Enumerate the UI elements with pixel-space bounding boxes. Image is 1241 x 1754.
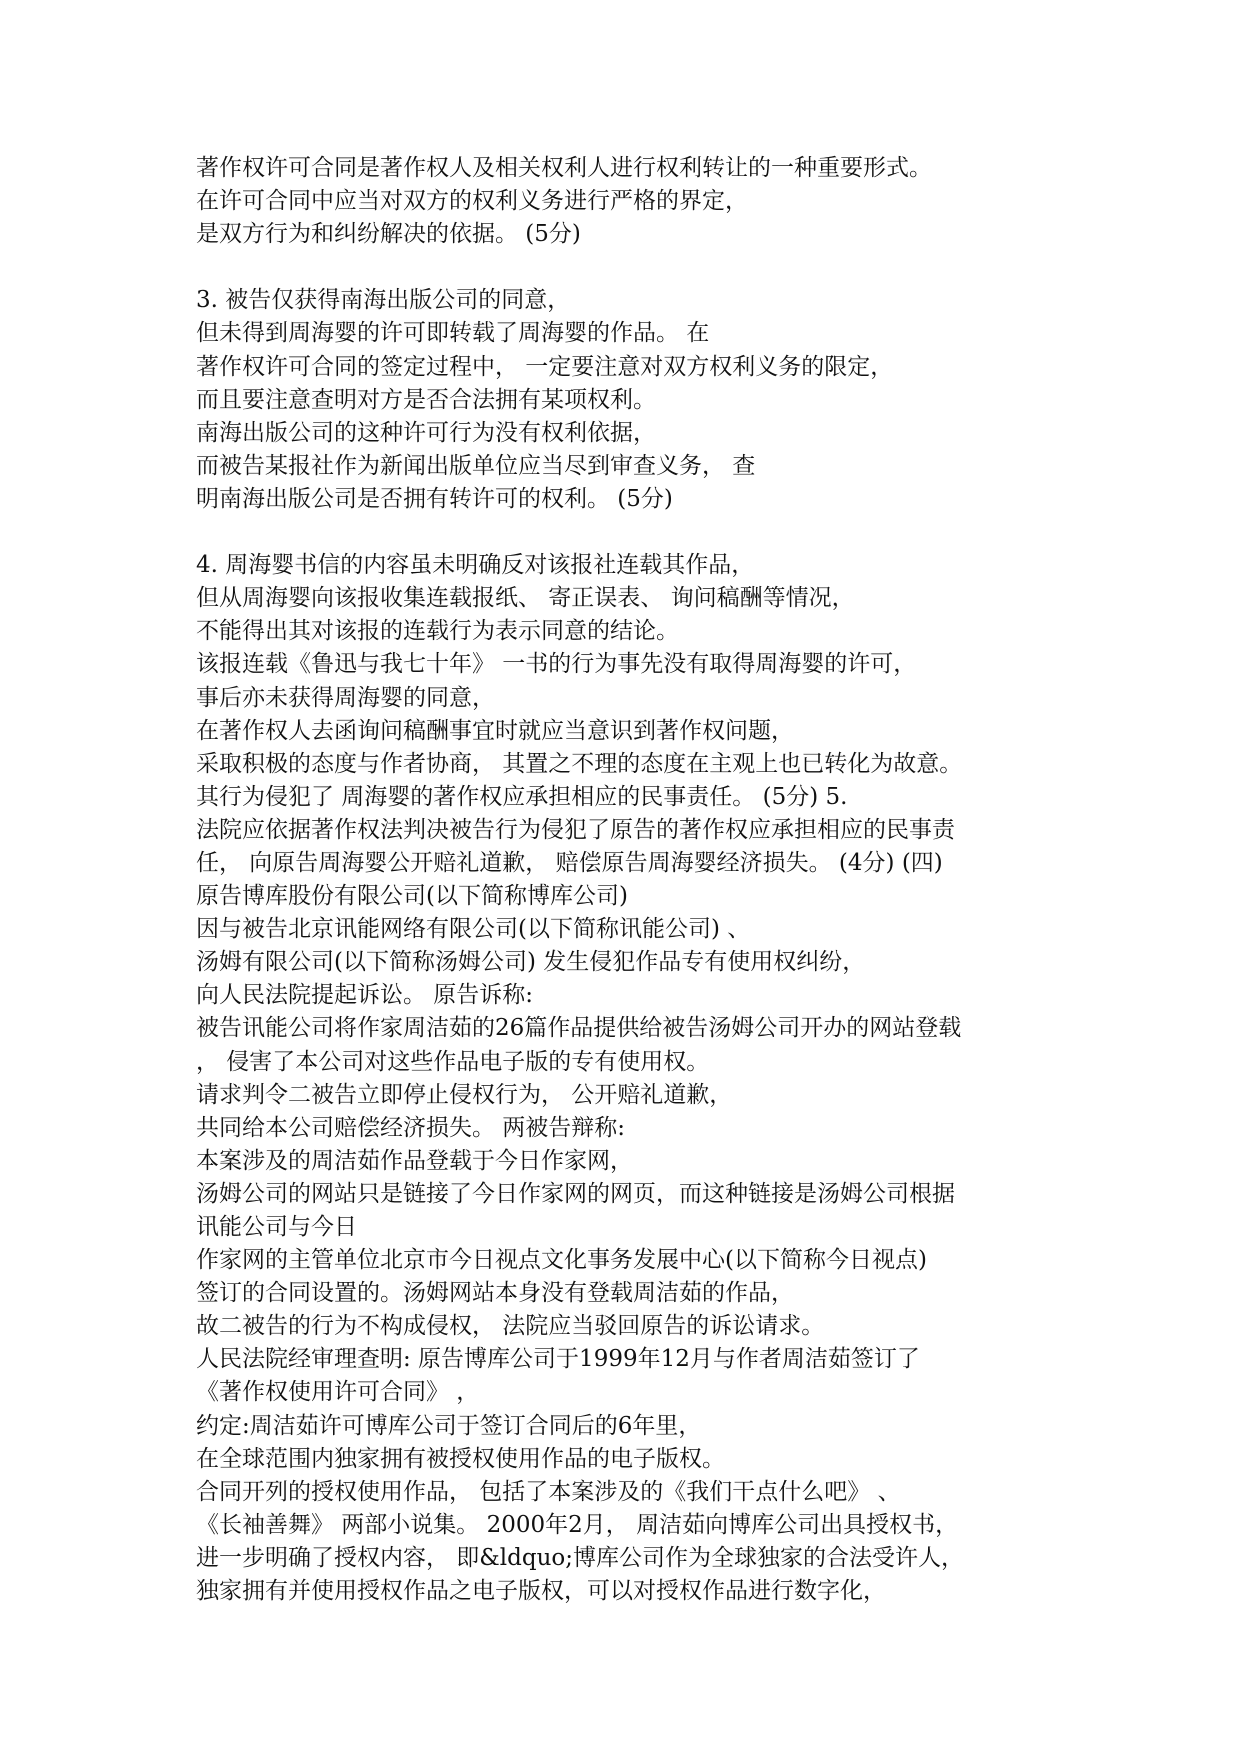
text-line: 签订的合同设置的。汤姆网站本身没有登载周洁茹的作品， (196, 1280, 794, 1307)
text-line: 进一步明确了授权内容， 即&ldquo;博库公司作为全球独家的合法受许人， (196, 1544, 964, 1571)
text-line: 在全球范围内独家拥有被授权使用作品的电子版权。 (196, 1445, 725, 1472)
text-line: 但从周海婴向该报收集连载报纸、 寄正误表、 询问稿酬等情况， (196, 585, 855, 612)
text-line: 《长袖善舞》 两部小说集。 2000年2月， 周洁茹向博库公司出具授权书， (196, 1511, 959, 1538)
text-line: 任， 向原告周海婴公开赔礼道歉， 赔偿原告周海婴经济损失。 (4分) (四) (196, 849, 943, 876)
text-line: ， 侵害了本公司对这些作品电子版的专有使用权。 (196, 1048, 710, 1075)
text-line: 汤姆公司的网站只是链接了今日作家网的网页，而这种链接是汤姆公司根据 (196, 1180, 955, 1207)
text-line: 向人民法院提起诉讼。 原告诉称: (196, 982, 534, 1009)
paragraph-1 (196, 152, 1076, 251)
text-line: 因与被告北京讯能网络有限公司(以下简称讯能公司) 、 (196, 916, 751, 943)
text-line: 事后亦未获得周海婴的同意， (196, 684, 495, 711)
text-line: 其行为侵犯了 周海婴的著作权应承担相应的民事责任。 (5分) 5. (196, 783, 848, 810)
text-line: 汤姆有限公司(以下简称汤姆公司) 发生侵犯作品专有使用权纠纷， (196, 949, 866, 976)
text-line: 明南海出版公司是否拥有转许可的权利。 (5分) (196, 485, 673, 512)
paragraph-gap (196, 516, 1076, 549)
text-line: 独家拥有并使用授权作品之电子版权，可以对授权作品进行数字化， (196, 1578, 886, 1605)
text-line: 南海出版公司的这种许可行为没有权利依据， (196, 419, 656, 446)
text-line: 人民法院经审理查明: 原告博库公司于1999年12月与作者周洁茹签订了 (196, 1346, 920, 1373)
text-line: 著作权许可合同是著作权人及相关权利人进行权利转让的一种重要形式。 (196, 155, 932, 181)
text-line: 著作权许可合同的签定过程中， 一定要注意对双方权利义务的限定， (196, 353, 894, 380)
text-line: 共同给本公司赔偿经济损失。 两被告辩称: (196, 1114, 626, 1141)
text-line: 《著作权使用许可合同》 ， (196, 1379, 480, 1406)
text-line: 该报连载《鲁迅与我七十年》 一书的行为事先没有取得周海婴的许可， (196, 651, 917, 678)
paragraph-3 (196, 549, 1076, 1608)
text-line: 在著作权人去函询问稿酬事宜时就应当意识到著作权问题， (196, 717, 794, 744)
text-line: 但未得到周海婴的许可即转载了周海婴的作品。 在 (196, 320, 710, 347)
text-line: 故二被告的行为不构成侵权， 法院应当驳回原告的诉讼请求。 (196, 1313, 825, 1340)
text-line: 是双方行为和纠纷解决的依据。 (5分) (196, 221, 581, 248)
text-line: 而被告某报社作为新闻出版单位应当尽到审查义务， 查 (196, 452, 756, 479)
text-line: 原告博库股份有限公司(以下简称博库公司) (196, 883, 628, 910)
text-line: 作家网的主管单位北京市今日视点文化事务发展中心(以下简称今日视点) (196, 1247, 927, 1274)
text-line: 3. 被告仅获得南海出版公司的同意， (196, 287, 571, 314)
paragraph-gap (196, 251, 1076, 284)
text-line: 4. 周海婴书信的内容虽未明确反对该报社连载其作品， (196, 552, 755, 579)
text-line: 约定:周洁茹许可博库公司于签订合同后的6年里， (196, 1412, 702, 1439)
paragraph-2 (196, 284, 1076, 516)
text-line: 讯能公司与今日 (196, 1214, 357, 1240)
text-line: 被告讯能公司将作家周洁茹的26篇作品提供给被告汤姆公司开办的网站登载 (196, 1015, 962, 1042)
text-line: 而且要注意查明对方是否合法拥有某项权利。 (196, 386, 656, 413)
text-line: 合同开列的授权使用作品， 包括了本案涉及的《我们干点什么吧》 、 (196, 1478, 901, 1505)
text-line: 法院应依据著作权法判决被告行为侵犯了原告的著作权应承担相应的民事责 (196, 816, 955, 843)
text-line: 采取积极的态度与作者协商， 其置之不理的态度在主观上也已转化为故意。 (196, 750, 963, 777)
document-body (196, 152, 1076, 1608)
text-line: 本案涉及的周洁茹作品登载于今日作家网， (196, 1147, 633, 1174)
text-line: 请求判令二被告立即停止侵权行为， 公开赔礼道歉， (196, 1081, 733, 1108)
text-line: 不能得出其对该报的连载行为表示同意的结论。 (196, 618, 679, 645)
text-line: 在许可合同中应当对双方的权利义务进行严格的界定， (196, 188, 748, 215)
